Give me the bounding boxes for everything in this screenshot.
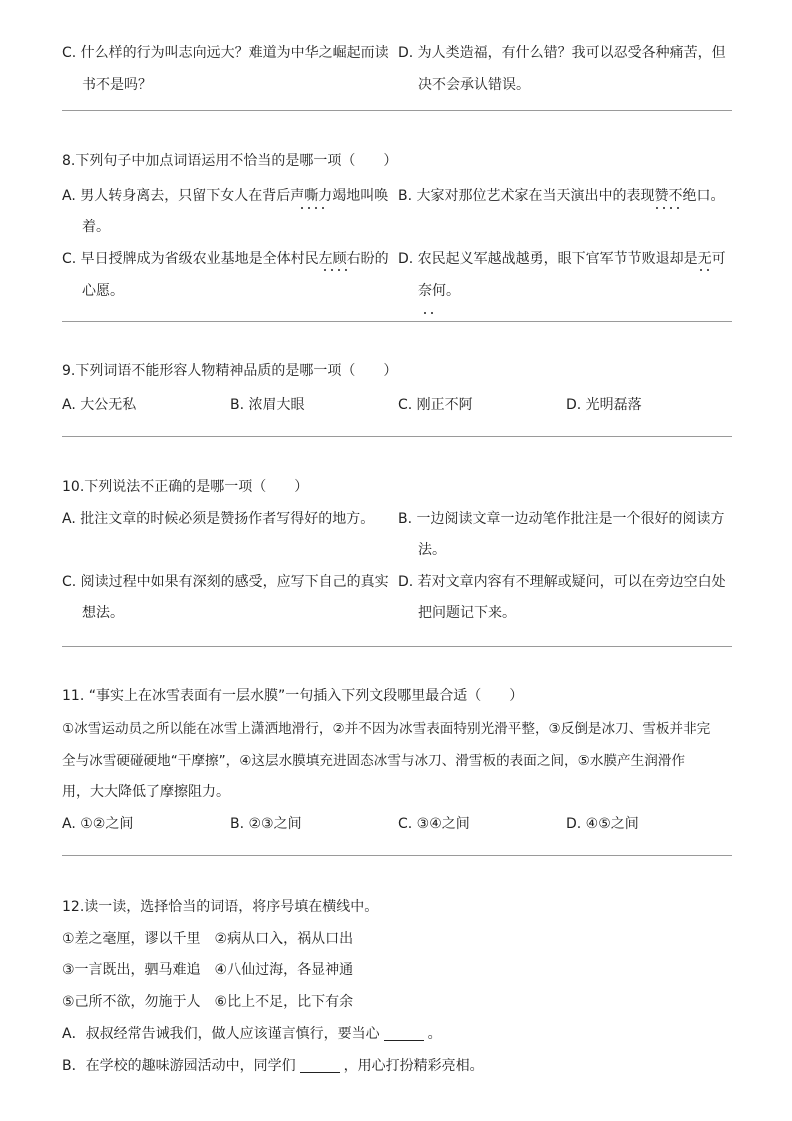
divider [62,436,732,437]
emphasis-dots [656,207,684,213]
q10-stem: 10.下列说法不正确的是哪一项（ ） [62,479,309,495]
q8-option-a-line2: 着。 [82,219,110,235]
q8-option-b-line1: B. 大家对那位艺术家在当天演出中的表现赞不绝口。 [398,188,725,204]
q10-option-b-line2: 法。 [418,542,446,558]
answer-blank[interactable] [384,1026,424,1041]
q9-option-c: C. 刚正不阿 [398,397,473,413]
q11-passage-line3: 用，大大降低了摩擦阻力。 [62,784,230,800]
emphasis-dots [324,269,352,275]
q8-option-d-line2: 奈何。 [418,283,460,299]
answer-blank[interactable] [300,1058,340,1073]
q11-passage-line1: ①冰雪运动员之所以能在冰雪上潇洒地滑行，②并不因为冰雪表面特别光滑平整，③反倒是冰刀、雪板并非完 [62,721,711,737]
q9-stem: 9.下列词语不能形容人物精神品质的是哪一项（ ） [62,363,398,379]
q11-option-a: A. ①②之间 [62,816,134,832]
q11-option-c: C. ③④之间 [398,816,470,832]
q12-sentence-a-text: A．叔叔经常告诫我们，做人应该谨言慎行，要当心 [62,1026,380,1042]
q12-stem: 12.读一读，选择恰当的词语，将序号填在横线中。 [62,899,379,915]
divider [62,855,732,856]
emphasis-dots [301,207,329,213]
q12-idioms-line3: ⑤己所不欲，勿施于人 ⑥比上不足，比下有余 [62,994,354,1010]
q9-option-b: B. 浓眉大眼 [230,397,305,413]
q10-option-b-line1: B. 一边阅读文章一边动笔作批注是一个很好的阅读方 [398,511,725,527]
q11-passage-line2: 全与冰雪硬碰硬地“干摩擦”，④这层水膜填充进固态冰雪与冰刀、滑雪板的表面之间，⑤水膜产生润滑作 [62,753,685,769]
q12-sentence-b-end: ，用心打扮精彩亮相。 [343,1058,484,1074]
q7-option-c-line2: 书不是吗？ [82,77,152,93]
divider [62,321,732,322]
q7-option-d-line2: 决不会承认错误。 [418,77,530,93]
q9-option-a: A. 大公无私 [62,397,137,413]
q9-option-d: D. 光明磊落 [566,397,642,413]
q8-option-d-line1: D. 农民起义军越战越勇，眼下官军节节败退却是无可 [398,251,726,267]
q10-option-d-line1: D. 若对文章内容有不理解或疑问，可以在旁边空白处 [398,574,726,590]
q12-idioms-line2: ③一言既出，驷马难追 ④八仙过海，各显神通 [62,962,354,978]
emphasis-dots [700,269,714,275]
q11-stem: 11. “事实上在冰雪表面有一层水膜”一句插入下列文段哪里最合适（ ） [62,688,524,704]
q7-option-c-line1: C. 什么样的行为叫志向远大？难道为中华之崛起而读 [62,45,389,61]
q12-sentence-b-text: B．在学校的趣味游园活动中，同学们 [62,1058,296,1074]
q10-option-c-line1: C. 阅读过程中如果有深刻的感受，应写下自己的真实 [62,574,389,590]
q7-option-d-line1: D. 为人类造福，有什么错？我可以忍受各种痛苦，但 [398,45,726,61]
q11-option-d: D. ④⑤之间 [566,816,639,832]
q8-option-c-line2: 心愿。 [82,283,124,299]
q10-option-c-line2: 想法。 [82,605,124,621]
divider [62,646,732,647]
q10-option-a-line1: A. 批注文章的时候必须是赞扬作者写得好的地方。 [62,511,375,527]
q8-option-a-line1: A. 男人转身离去，只留下女人在背后声嘶力竭地叫唤 [62,188,389,204]
q10-option-d-line2: 把问题记下来。 [418,605,516,621]
q12-sentence-a [62,1025,442,1043]
q8-stem: 8.下列句子中加点词语运用不恰当的是哪一项（ ） [62,153,398,169]
q12-sentence-b [62,1057,484,1075]
q8-option-c-line1: C. 早日授牌成为省级农业基地是全体村民左顾右盼的 [62,251,389,267]
divider [62,110,732,111]
q11-option-b: B. ②③之间 [230,816,302,832]
q12-idioms-line1: ①差之毫厘，谬以千里 ②病从口入，祸从口出 [62,931,354,947]
q12-sentence-a-end: 。 [427,1026,442,1042]
emphasis-dots [424,312,438,318]
